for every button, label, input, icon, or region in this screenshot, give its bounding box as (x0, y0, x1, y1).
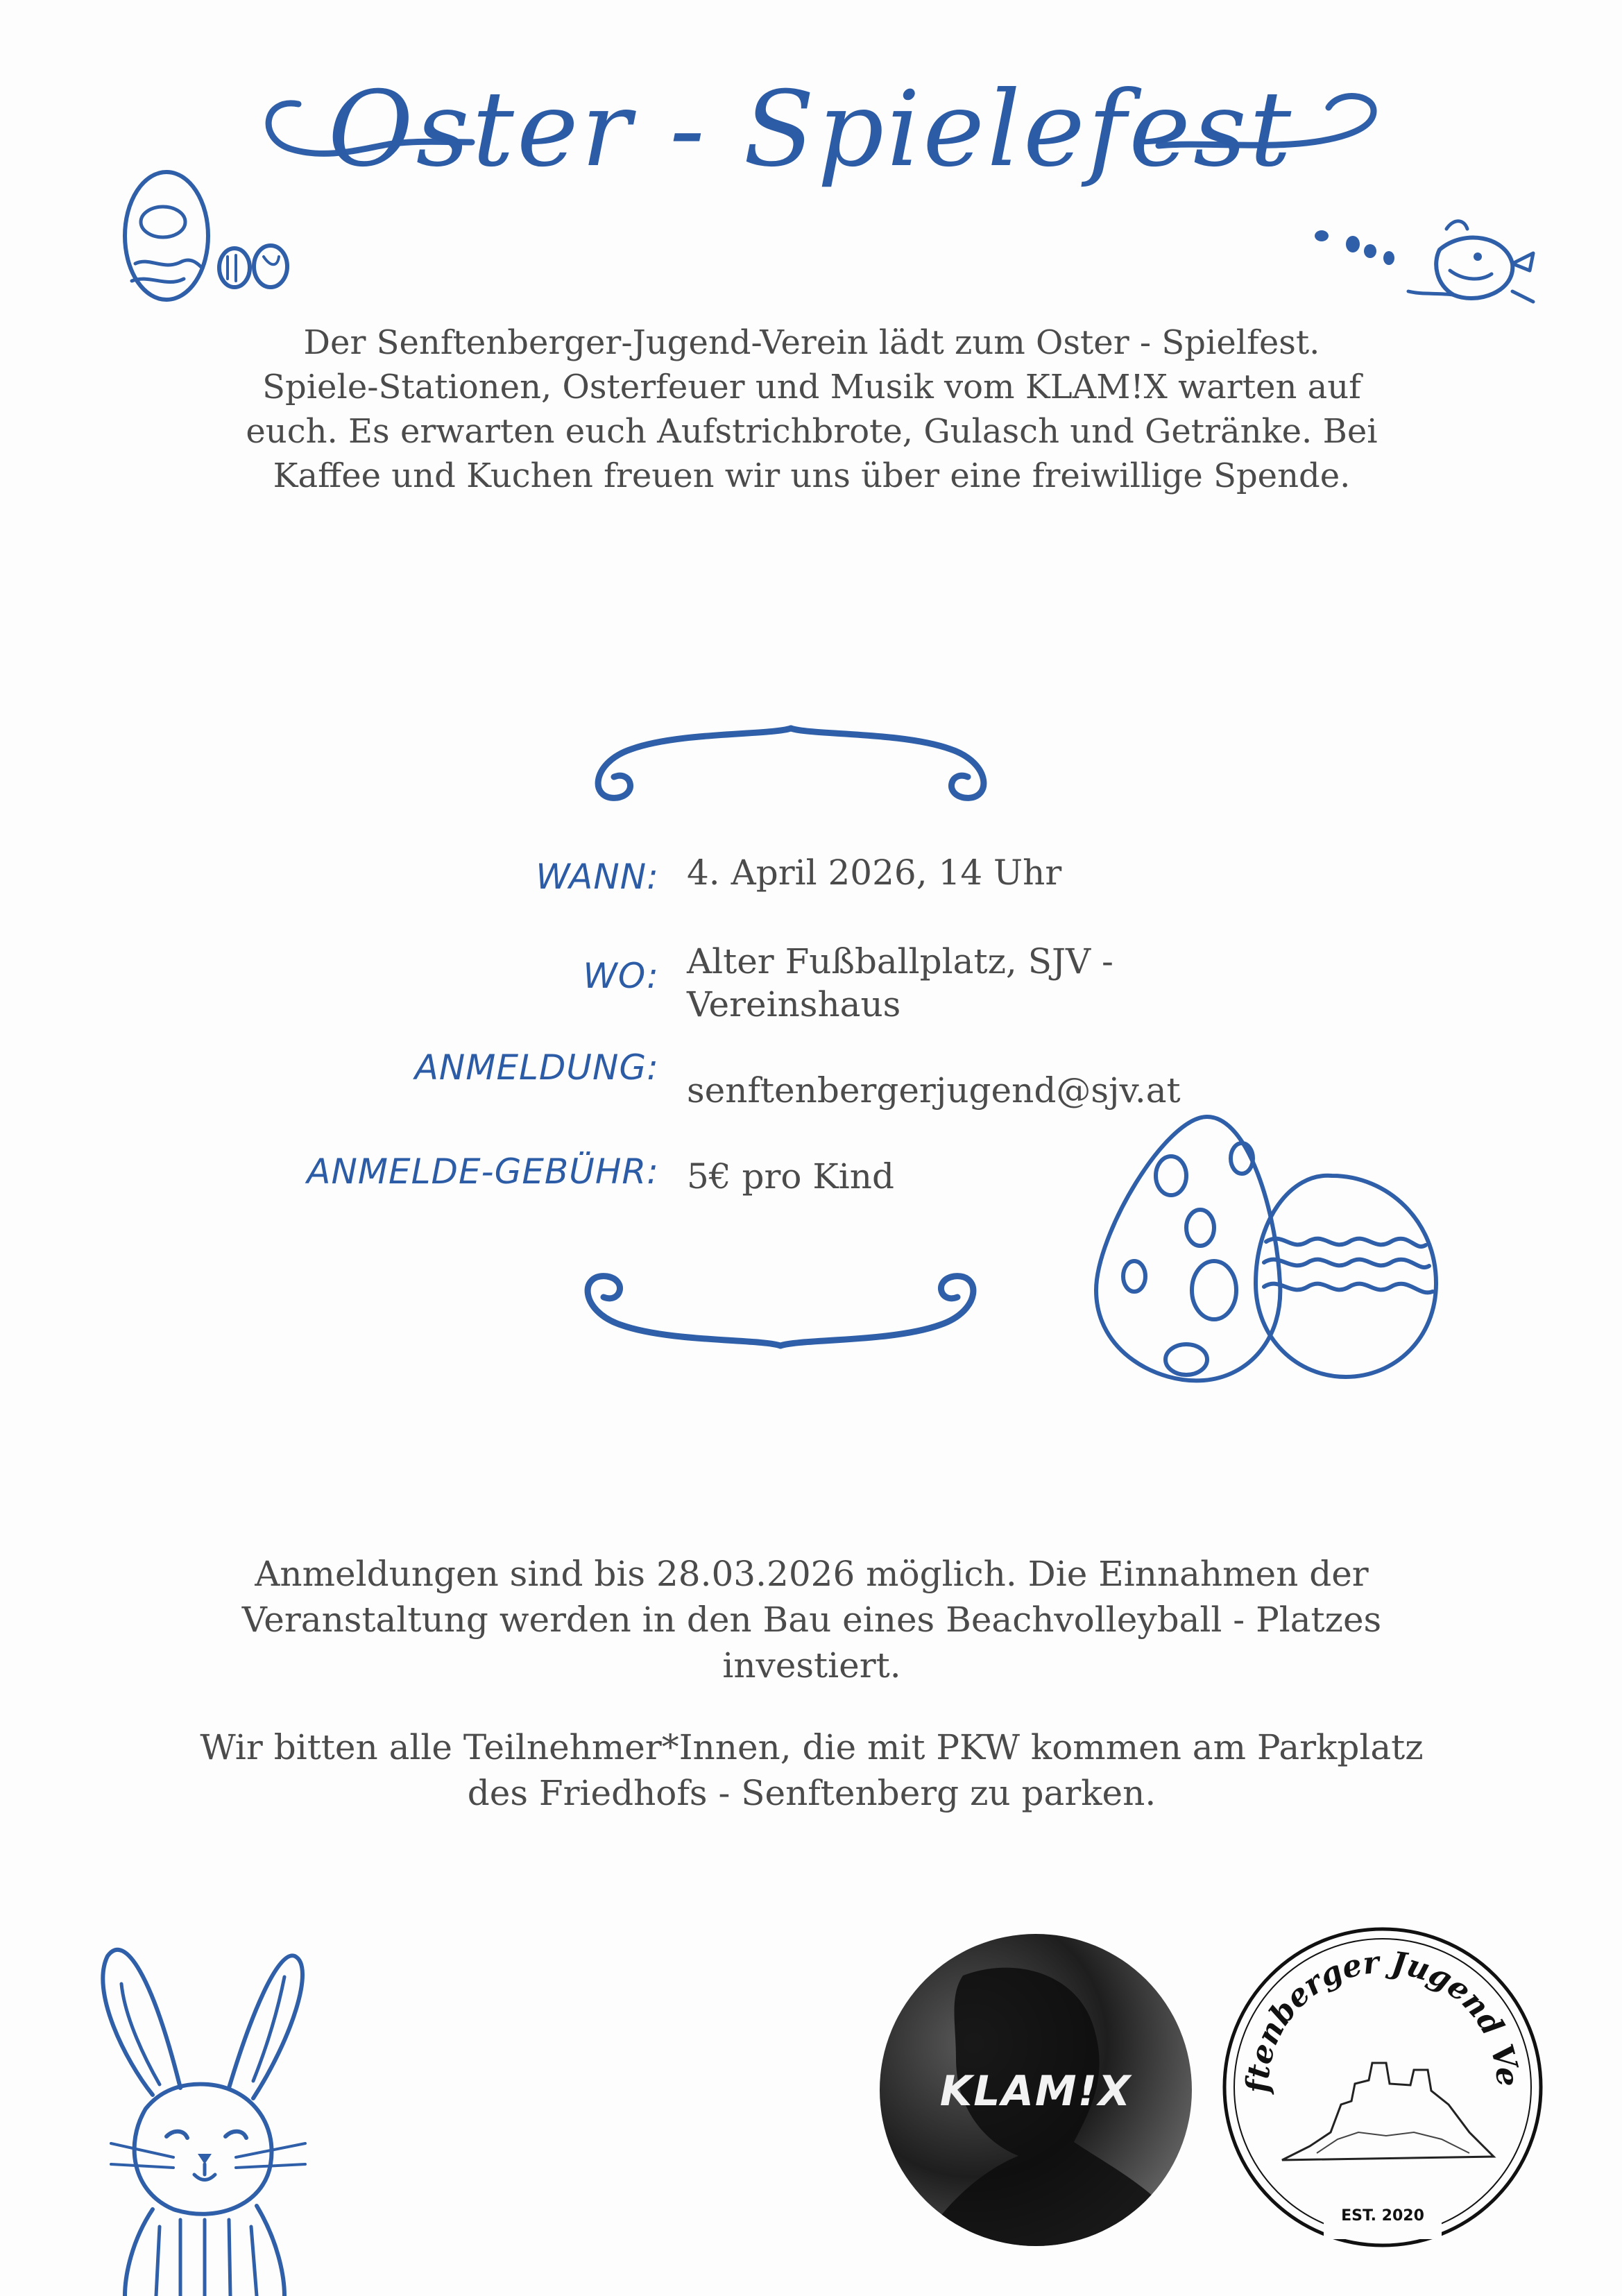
sjv-logo-name: Senftenberger Jugend Verein (1209, 1896, 1526, 2093)
sjv-logo (1209, 1896, 1546, 2250)
intro-paragraph (180, 320, 1443, 498)
value-email[interactable]: senftenbergerjugend@sjv.at (687, 1070, 1181, 1111)
intro-line: Spiele-Stationen, Osterfeuer und Musik vom KLAM!X warten auf (262, 368, 1361, 406)
notice-paragraph (173, 1551, 1450, 1688)
value-gebuehr: 5€ pro Kind (687, 1156, 894, 1197)
chick-icon (1304, 215, 1554, 319)
intro-line: Kaffee und Kuchen freuen wir uns über eine freiwillige Spende. (273, 456, 1351, 495)
parking-paragraph (173, 1724, 1450, 1816)
klamix-logo (880, 1934, 1192, 2246)
page-title: Oster - Spielefest (327, 69, 1295, 190)
parking-line: Wir bitten alle Teilnehmer*Innen, die mit PKW kommen am Parkplatz (200, 1727, 1424, 1767)
intro-line: euch. Es erwarten euch Aufstrichbrote, Gulasch und Getränke. Bei (246, 412, 1378, 451)
label-gebuehr: ANMELDE-GEBÜHR: (307, 1151, 659, 1192)
easter-basket-icon (97, 153, 305, 319)
label-anmeldung: ANMELDUNG: (414, 1047, 659, 1088)
klamix-logo-text: KLAM!X (939, 2067, 1132, 2116)
value-wann: 4. April 2026, 14 Uhr (687, 853, 1062, 893)
value-wo-line2: Vereinshaus (687, 984, 901, 1025)
parking-line: des Friedhofs - Senftenberg zu parken. (467, 1773, 1156, 1813)
label-wo: WO: (583, 956, 659, 996)
ornament-bottom (565, 1262, 996, 1360)
easter-eggs-icon (1082, 1110, 1457, 1394)
sjv-seal (1209, 1896, 1546, 2250)
ornament-top (576, 714, 1006, 805)
intro-line: Der Senftenberger-Jugend-Verein lädt zum Oster - Spielfest. (303, 323, 1320, 362)
svg-text:Senftenberger Jugend Verein (1209, 1896, 1525, 2095)
bunny-icon (69, 1935, 361, 2296)
notice-line: investiert. (722, 1645, 901, 1686)
sjv-logo-est: EST. 2020 (1341, 2207, 1424, 2225)
notice-line: Anmeldungen sind bis 28.03.2026 möglich. Die Einnahmen der (255, 1554, 1369, 1594)
notice-line: Veranstaltung werden in den Bau eines Beachvolleyball - Platzes (241, 1600, 1382, 1640)
value-wo-line1: Alter Fußballplatz, SJV - (687, 941, 1113, 982)
label-wann: WANN: (536, 857, 659, 897)
